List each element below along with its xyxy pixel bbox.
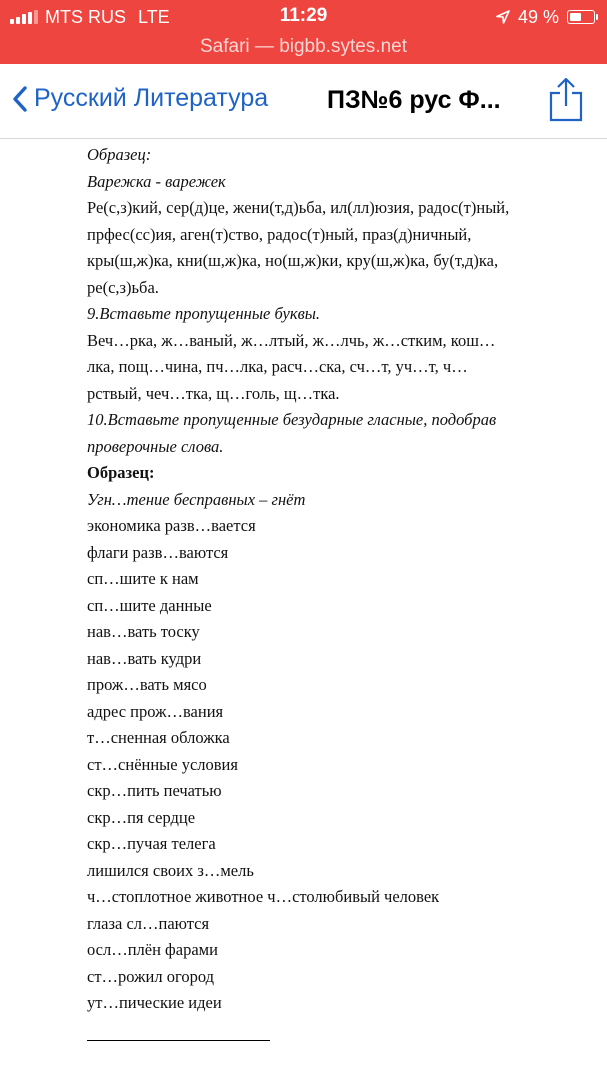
status-bar [0, 0, 607, 64]
carrier-name: MTS RUS [45, 6, 126, 27]
document-content [87, 142, 577, 1041]
clock: 11:29 [279, 5, 328, 26]
back-button-label: Русский Литература [34, 84, 269, 112]
document-line: прфес(сс)ия, аген(т)ство, радос(т)ный, праз(д)ничный, [87, 224, 472, 244]
document-line: сп…шите данные [87, 595, 212, 615]
page-title: ПЗ№6 рус Ф... [327, 86, 501, 114]
document-line: скр…пя сердце [87, 807, 196, 827]
document-line: скр…пить печатью [87, 781, 222, 800]
battery-percent: 49 % [517, 6, 559, 27]
document-line: Образец: [87, 145, 152, 164]
location-arrow-icon [496, 10, 510, 24]
document-line: рствый, чеч…тка, щ…голь, щ…тка. [87, 383, 340, 403]
document-line: адрес прож…вания [87, 701, 224, 721]
signature-line [87, 1040, 270, 1041]
document-line: нав…вать кудри [87, 648, 202, 668]
document-line: ст…снённые условия [87, 754, 238, 774]
document-line: лишился своих з…мель [87, 860, 254, 880]
document-line: флаги разв…ваются [87, 542, 229, 562]
document-line: Веч…рка, ж…ваный, ж…лтый, ж…лчь, ж…стким, кош… [87, 330, 496, 350]
document-line: Угн…тение бесправных – гнёт [87, 489, 306, 509]
document-line: скр…пучая телега [87, 834, 216, 853]
document-line: ут…пические идеи [87, 993, 222, 1012]
chevron-left-icon [12, 85, 28, 113]
document-line: т…сненная обложка [87, 728, 230, 747]
document-line: ст…рожил огород [87, 966, 214, 986]
document-line: осл…плён фарами [87, 940, 218, 959]
share-button[interactable] [548, 76, 584, 127]
back-button[interactable] [12, 84, 268, 113]
document-line: ре(с,з)ьба. [87, 277, 159, 297]
document-line: экономика разв…вается [87, 516, 256, 535]
url-bar[interactable]: Safari — bigbb.sytes.net [200, 36, 407, 57]
share-icon [548, 76, 584, 122]
document-line: кры(ш,ж)ка, кни(ш,ж)ка, но(ш,ж)ки, кру(ш,ж)ка, бу(т,д)ка, [87, 251, 499, 270]
document-line: 10.Вставьте пропущенные безударные гласные, подобрав [87, 410, 497, 429]
document-line: 9.Вставьте пропущенные буквы. [87, 304, 321, 323]
document-line: Ре(с,з)кий, сер(д)це, жени(т,д)ьба, ил(лл)юзия, радос(т)ный, [87, 198, 510, 217]
document-line: сп…шите к нам [87, 569, 199, 588]
document-line: лка, пощ…чина, пч…лка, расч…ска, сч…т, уч…т, ч… [87, 357, 468, 376]
status-right [496, 6, 595, 28]
document-line: прож…вать мясо [87, 675, 207, 694]
battery-icon [567, 10, 595, 24]
navigation-bar [0, 64, 607, 139]
document-line: проверочные слова. [87, 436, 224, 456]
document-line: глаза сл…паются [87, 913, 210, 933]
document-line: нав…вать тоску [87, 622, 200, 641]
document-line: Образец: [87, 463, 155, 482]
document-line: ч…стоплотное животное ч…столюбивый человек [87, 887, 440, 906]
network-type: LTE [138, 6, 170, 27]
document-line: Варежка - варежек [87, 171, 226, 191]
